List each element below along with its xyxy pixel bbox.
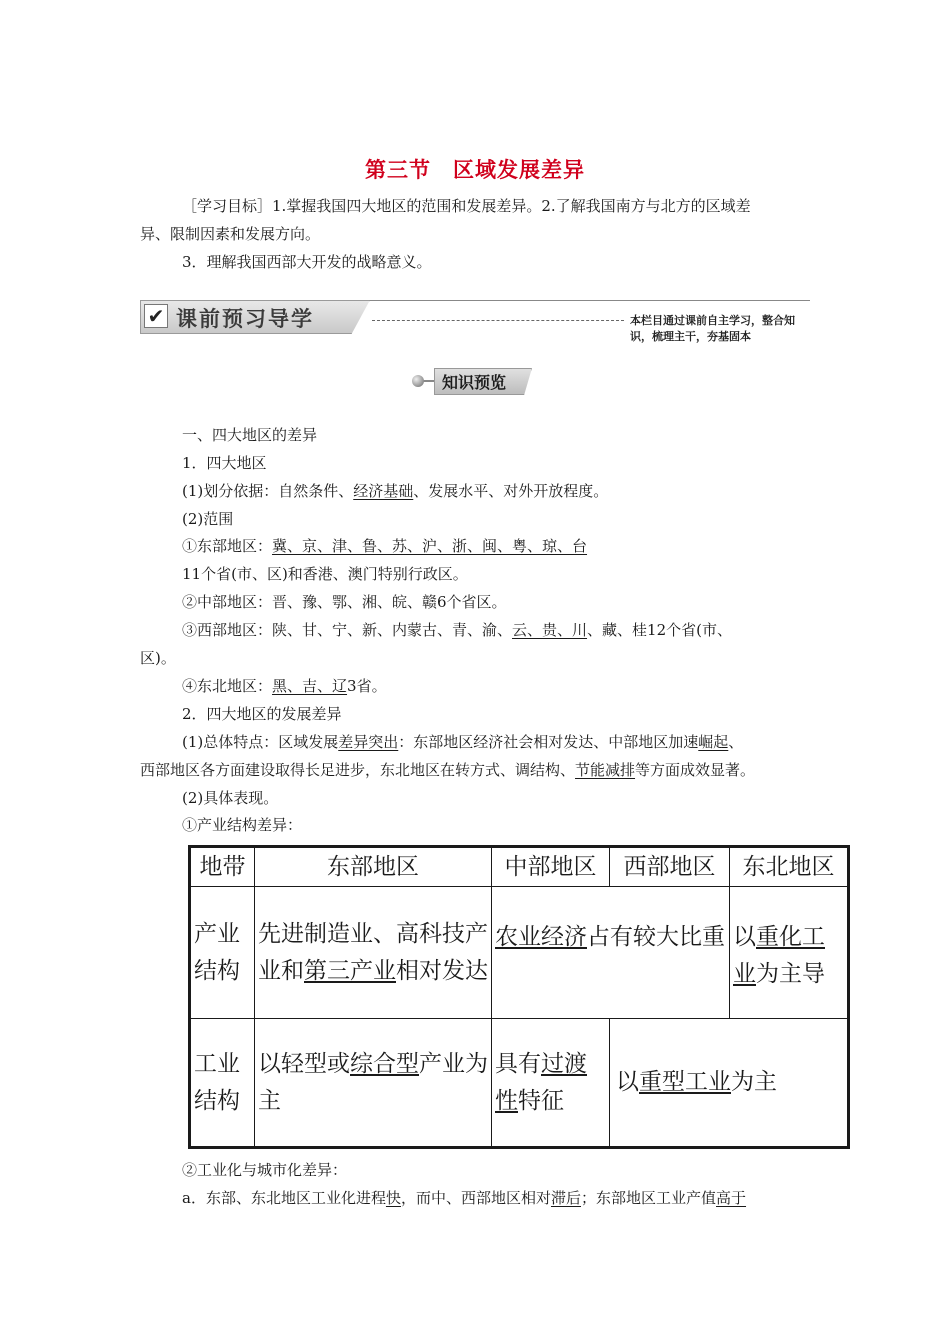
- division-basis: (1)划分依据：自然条件、经济基础、发展水平、对外开放程度。: [182, 482, 609, 500]
- table-cell: 具有过渡性特征: [492, 1019, 610, 1148]
- blank-answer: 差异突出: [338, 733, 399, 751]
- table-header-cell: 西部地区: [610, 847, 730, 887]
- table-header-cell: 东部地区: [255, 847, 492, 887]
- learning-objectives-line-1: ［学习目标］1.掌握我国四大地区的范围和发展差异。2.了解我国南方与北方的区域差: [182, 197, 751, 215]
- table-header-cell: 东北地区: [730, 847, 849, 887]
- industry-structure-difference: ①产业结构差异：: [182, 816, 303, 834]
- northeast-region-line: ④东北地区：黑、吉、辽3省。: [182, 677, 387, 695]
- blank-answer: 冀、京、津、鲁、苏、沪、浙、闽、粤、琼、台: [272, 537, 588, 555]
- west-region-line: ③西部地区：陕、甘、宁、新、内蒙古、青、渝、云、贵、川、藏、桂12个省(市、: [182, 621, 732, 639]
- row-label: 工业结构: [190, 1019, 255, 1148]
- blank-answer: 高于: [716, 1189, 747, 1207]
- table-header-cell: 地带: [190, 847, 255, 887]
- table-row: [190, 1019, 849, 1148]
- blank-answer: 过渡性: [495, 1050, 587, 1114]
- table-cell: 以重型工业为主: [610, 1019, 849, 1148]
- blank-answer: 经济基础: [353, 482, 414, 500]
- table-header-cell: 中部地区: [492, 847, 610, 887]
- central-region-line: ②中部地区：晋、豫、鄂、湘、皖、赣6个省区。: [182, 593, 507, 611]
- knowledge-preview-tag: [412, 367, 534, 395]
- table-cell: 先进制造业、高科技产业和第三产业相对发达: [255, 887, 492, 1019]
- blank-answer: 重型工业: [639, 1069, 731, 1095]
- scope-heading: (2)范围: [182, 510, 234, 528]
- blank-answer: 节能减排: [575, 761, 636, 779]
- overall-features-line: (1)总体特点：区域发展差异突出：东部地区经济社会相对发达、中部地区加速崛起、: [182, 733, 744, 751]
- banner-dashed-rule: [372, 320, 624, 321]
- table-header-row: [190, 847, 849, 887]
- banner-label: 课前预习导学: [176, 307, 314, 331]
- table-cell: 农业经济占有较大比重: [492, 887, 730, 1019]
- blank-answer: 滞后: [550, 1189, 581, 1207]
- heading-four-regions-difference: 一、四大地区的差异: [182, 426, 318, 444]
- heading-development-difference: 2．四大地区的发展差异: [182, 705, 342, 723]
- row-label: 产业结构: [190, 887, 255, 1019]
- page-title: 第三节 区域发展差异: [365, 157, 585, 182]
- table-cell: 以轻型或综合型产业为主: [255, 1019, 492, 1148]
- item-a-line: a．东部、东北地区工业化进程快，而中、西部地区相对滞后；东部地区工业产值高于: [182, 1189, 747, 1207]
- blank-answer: 农业经济: [495, 924, 587, 950]
- checkmark-icon: ✔: [144, 304, 168, 328]
- blank-answer: 黑、吉、辽: [272, 677, 348, 695]
- banner-top-rule: [368, 300, 810, 301]
- specific-performance: (2)具体表现。: [182, 789, 279, 807]
- blank-answer: 综合型: [350, 1050, 419, 1077]
- tag-connector: [422, 380, 436, 382]
- industrialization-urbanization-difference: ②工业化与城市化差异：: [182, 1161, 348, 1179]
- east-region-line: ①东部地区：冀、京、津、鲁、苏、沪、浙、闽、粤、琼、台: [182, 537, 588, 555]
- blank-answer: 第三产业: [304, 957, 396, 984]
- east-region-line-2: 11个省(市、区)和香港、澳门特别行政区。: [182, 565, 468, 583]
- table-cell: 以重化工业为主导: [730, 887, 849, 1019]
- table-row: [190, 887, 849, 1019]
- blank-answer: 云、贵、川: [512, 621, 588, 639]
- learning-objectives-line-2: 异、限制因素和发展方向。: [140, 225, 321, 243]
- section-banner: [140, 300, 810, 343]
- overall-features-line-2: 西部地区各方面建设取得长足进步，东北地区在转方式、调结构、节能减排等方面成效显著。: [140, 761, 756, 779]
- bullet-dot-icon: [412, 375, 424, 387]
- blank-answer: 快: [385, 1189, 401, 1207]
- banner-description: 本栏目通过课前自主学习，整合知识，梳理主干，夯基固本: [630, 314, 795, 343]
- west-region-line-2: 区)。: [140, 649, 176, 667]
- learning-objectives-line-3: 3．理解我国西部大开发的战略意义。: [182, 253, 432, 271]
- heading-four-regions: 1．四大地区: [182, 454, 267, 472]
- tag-label: 知识预览: [442, 373, 507, 392]
- industry-structure-table: [188, 845, 850, 1149]
- blank-answer: 崛起: [698, 733, 729, 751]
- blank-answer: 重化工业: [733, 924, 825, 987]
